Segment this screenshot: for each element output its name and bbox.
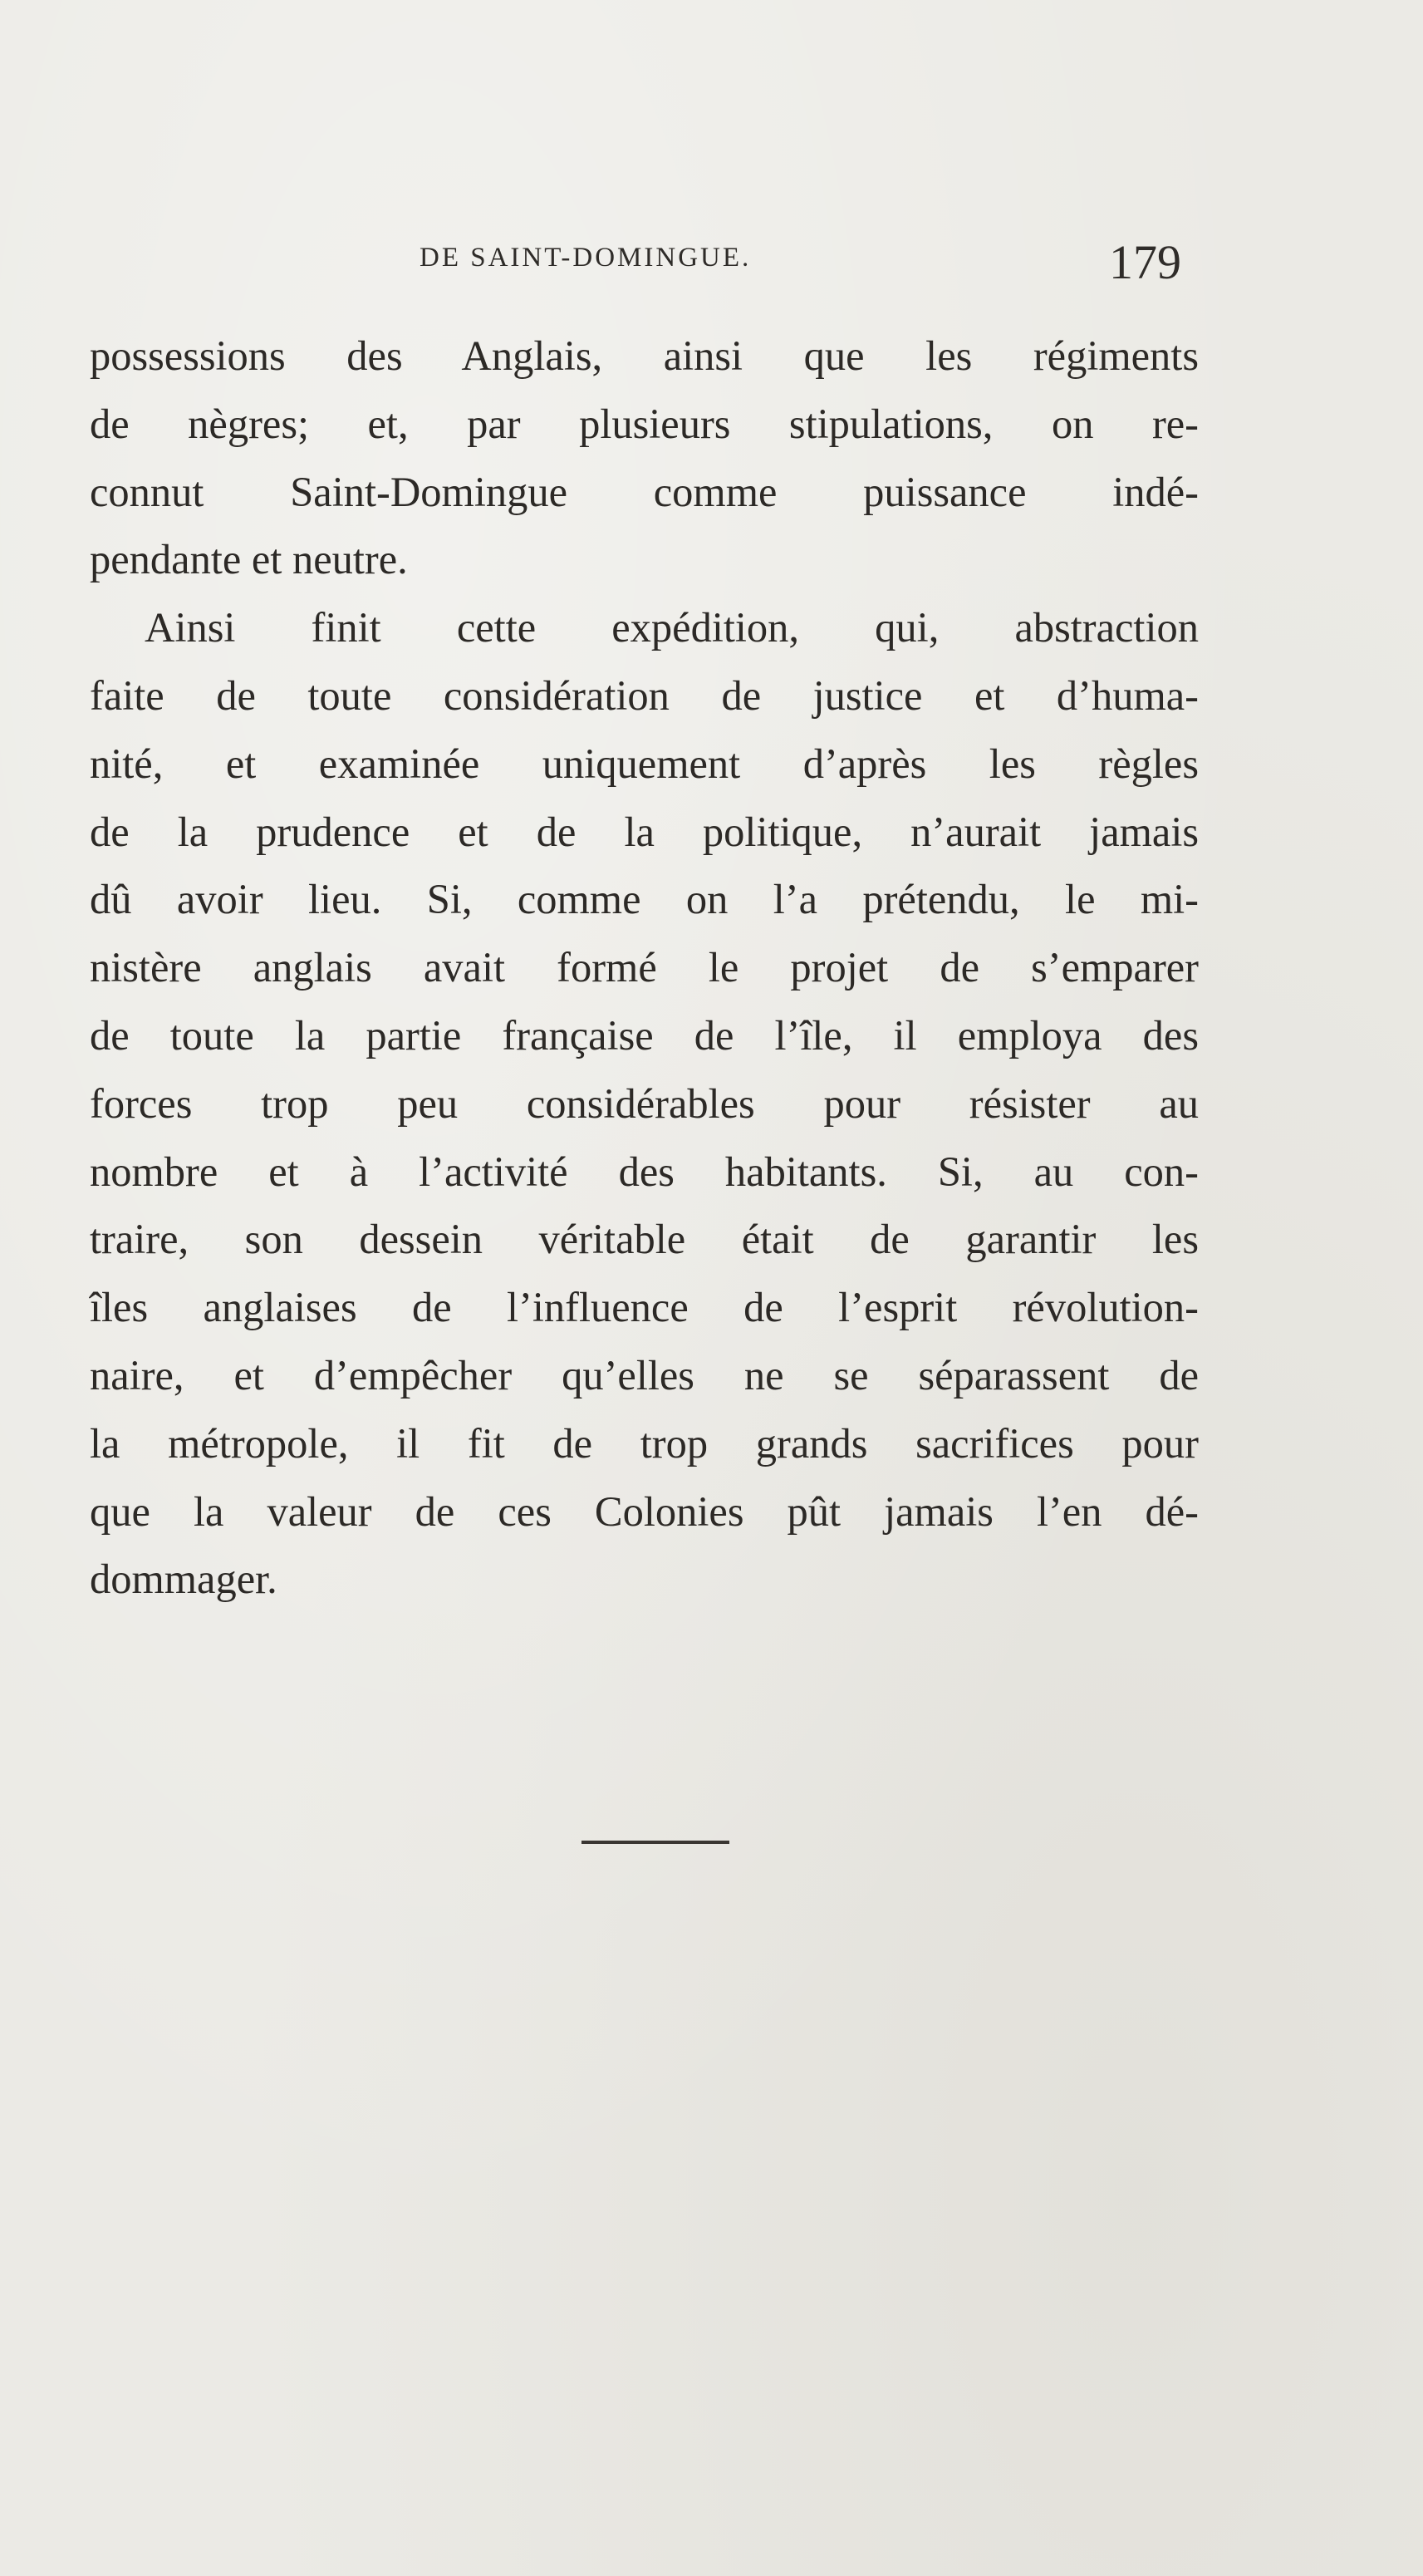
text-line: de la prudence et de la politique, n’aurait jamais: [90, 808, 1199, 855]
running-head: [0, 235, 1423, 307]
text-line: de toute la partie française de l’île, il employa des: [90, 1011, 1199, 1059]
page-number: 179: [1109, 235, 1181, 289]
text-line: forces trop peu considérables pour résister au: [90, 1079, 1199, 1127]
text-line: dû avoir lieu. Si, comme on l’a prétendu, le mi-: [90, 876, 1199, 923]
text-line: que la valeur de ces Colonies pût jamais l’en dé-: [90, 1487, 1199, 1535]
text-line: connut Saint-Domingue comme puissance indé-: [90, 468, 1199, 515]
text-line: la métropole, il fit de trop grands sacrifices pour: [90, 1419, 1199, 1467]
text-line: nombre et à l’activité des habitants. Si, au con-: [90, 1148, 1199, 1195]
text-line: naire, et d’empêcher qu’elles ne se séparassent de: [90, 1351, 1199, 1399]
body-text: [90, 322, 1199, 1614]
running-title: DE SAINT-DOMINGUE.: [420, 243, 752, 273]
text-line: nité, et examinée uniquement d’après les règles: [90, 740, 1199, 787]
text-line: faite de toute considération de justice et d’huma-: [90, 671, 1199, 719]
text-line: possessions des Anglais, ainsi que les régiments: [90, 332, 1199, 379]
text-line: îles anglaises de l’influence de l’esprit révolution-: [90, 1284, 1199, 1331]
text-line: Ainsi finit cette expédition, qui, abstraction: [145, 604, 1199, 651]
text-line: dommager.: [90, 1556, 277, 1603]
text-line: de nègres; et, par plusieurs stipulations, on re-: [90, 400, 1199, 447]
text-line: pendante et neutre.: [90, 536, 408, 583]
text-line: nistère anglais avait formé le projet de s’emparer: [90, 944, 1199, 991]
section-divider-rule: [581, 1841, 729, 1844]
text-line: traire, son dessein véritable était de garantir les: [90, 1216, 1199, 1263]
